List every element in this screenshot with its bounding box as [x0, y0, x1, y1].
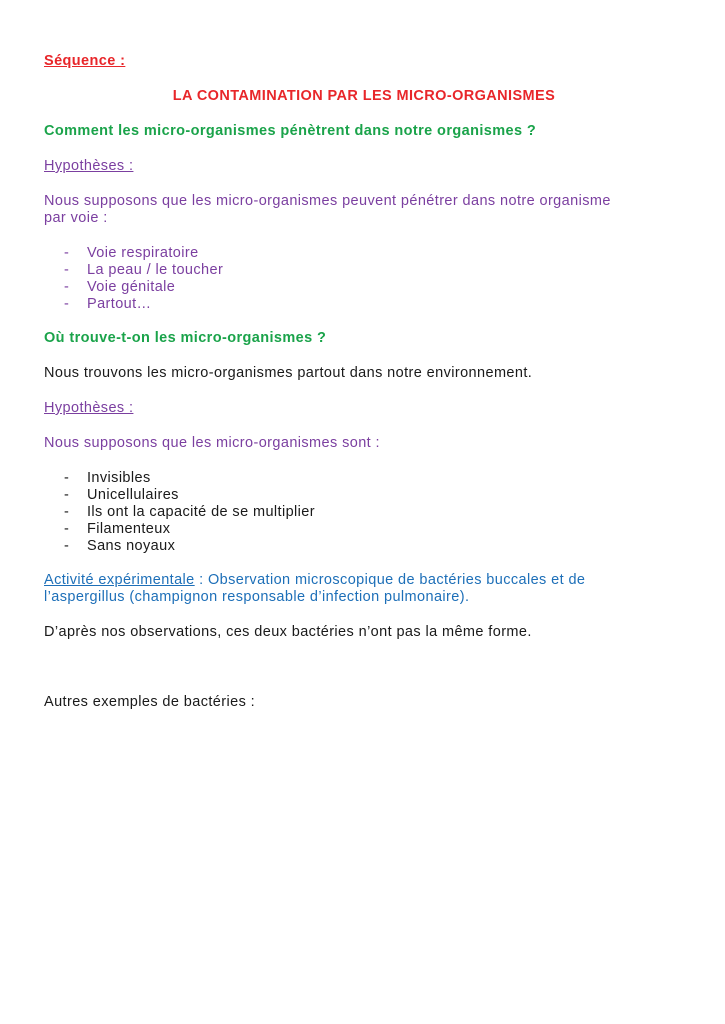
bullet-dash: - — [64, 504, 70, 520]
list-item: - Partout… — [44, 296, 223, 313]
answer-2: Nous trouvons les micro-organismes partout dans notre environnement. — [44, 365, 533, 381]
list-item: - Invisibles — [44, 470, 315, 487]
list-item: - Ils ont la capacité de se multiplier — [44, 504, 315, 521]
bullet-dash: - — [64, 279, 70, 295]
bullet-dash: - — [64, 296, 70, 312]
observation-text: D’après nos observations, ces deux bactéries n’ont pas la même forme. — [44, 624, 532, 640]
list-item: - Unicellulaires — [44, 487, 315, 504]
sequence-label: Séquence : — [44, 53, 126, 69]
routes-list — [44, 245, 223, 313]
bullet-dash: - — [64, 262, 70, 278]
list-item: - Sans noyaux — [44, 538, 315, 555]
bullet-dash: - — [64, 470, 70, 486]
activity-line-2: l’aspergillus (champignon responsable d’infection pulmonaire). — [44, 589, 470, 605]
list-item: - La peau / le toucher — [44, 262, 223, 279]
hypothesis-text-1-line-2: par voie : — [44, 210, 108, 226]
list-item: - Voie respiratoire — [44, 245, 223, 262]
bullet-dash: - — [64, 245, 70, 261]
bullet-dash: - — [64, 487, 70, 503]
activity-line-1 — [44, 572, 585, 589]
other-examples-text: Autres exemples de bactéries : — [44, 694, 256, 710]
document-title: LA CONTAMINATION PAR LES MICRO-ORGANISMES — [172, 88, 556, 104]
hypothesis-text-1-line-1: Nous supposons que les micro-organismes peuvent pénétrer dans notre organisme — [44, 193, 611, 209]
activity-label: Activité expérimentale — [44, 572, 195, 588]
list-item: - Voie génitale — [44, 279, 223, 296]
hypotheses-label-1: Hypothèses : — [44, 158, 134, 174]
list-item: - Filamenteux — [44, 521, 315, 538]
question-2: Où trouve-t-on les micro-organismes ? — [44, 330, 327, 346]
activity-text: : Observation microscopique de bactéries buccales et de — [194, 572, 586, 588]
bullet-dash: - — [64, 521, 70, 537]
question-1: Comment les micro-organismes pénètrent dans notre organismes ? — [44, 123, 537, 139]
properties-list — [44, 470, 315, 555]
hypotheses-label-2: Hypothèses : — [44, 400, 134, 416]
hypothesis-text-2: Nous supposons que les micro-organismes sont : — [44, 435, 380, 451]
bullet-dash: - — [64, 538, 70, 554]
